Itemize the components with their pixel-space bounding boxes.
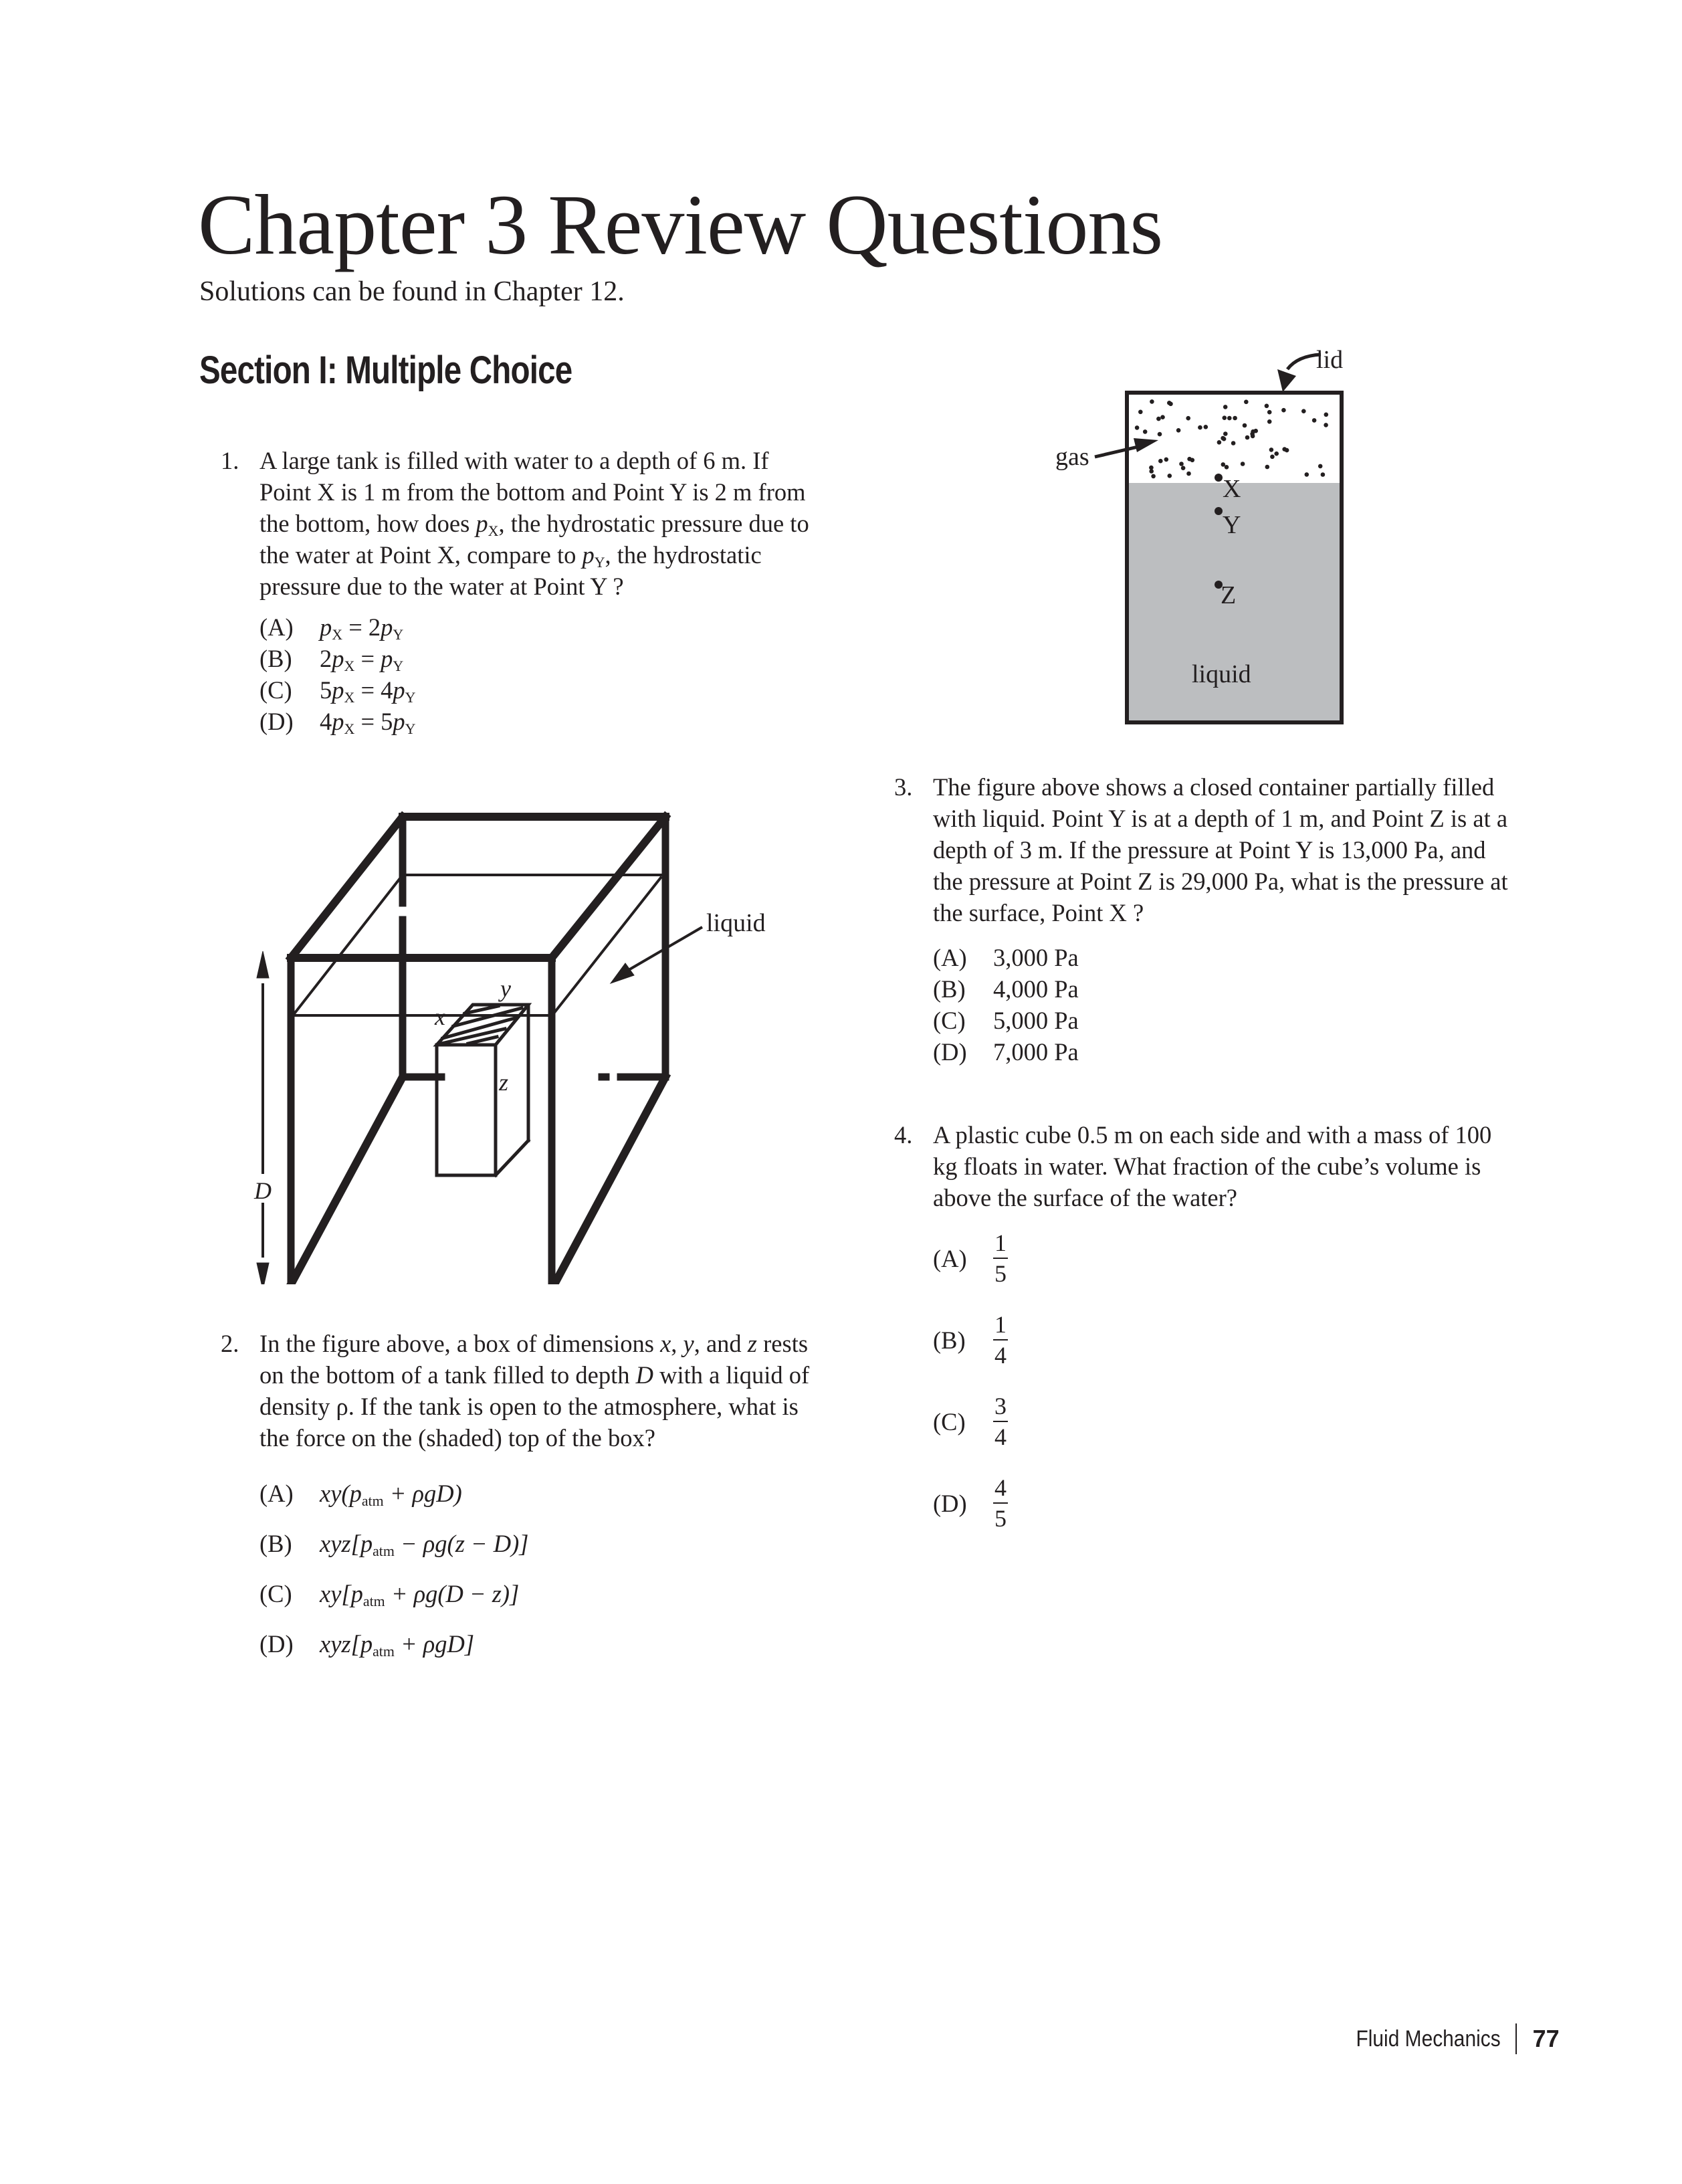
gas-particle xyxy=(1243,423,1247,428)
gas-particles xyxy=(1135,399,1328,478)
answer-choice-d[interactable]: (D) 7,000 Pa xyxy=(933,1038,1079,1066)
box-label-y: y xyxy=(500,975,511,1002)
gas-particle xyxy=(1158,432,1162,437)
fraction: $\frac{1}{5}$ xyxy=(994,1229,1007,1287)
answer-choices xyxy=(933,942,1516,1068)
point-y-marker xyxy=(1215,507,1223,515)
depth-label: D xyxy=(254,1177,272,1204)
chapter-title: Chapter 3 Review Questions xyxy=(198,177,1163,272)
gas-particle xyxy=(1324,423,1328,427)
answer-choice-b[interactable]: (B) $xyz[p_{atm} - \rho g(z - D)]$ xyxy=(259,1530,529,1559)
answer-choice-c[interactable]: (C) $5p_X = 4p_Y$ xyxy=(259,676,416,706)
gas-particle xyxy=(1158,459,1163,464)
tank-diagram xyxy=(241,803,809,1284)
tank-edge xyxy=(555,1077,665,1283)
gas-particle xyxy=(1318,464,1323,469)
arrow-down-icon xyxy=(257,1263,269,1284)
tank-edge xyxy=(291,1077,403,1284)
page-footer xyxy=(1336,2023,1560,2054)
gas-particle xyxy=(1305,472,1309,477)
question-2 xyxy=(221,1328,823,1669)
gas-particle xyxy=(1270,455,1275,460)
point-y-label: Y xyxy=(1223,511,1241,539)
point-x-marker xyxy=(1215,474,1223,482)
arrow-icon xyxy=(1134,438,1158,452)
answer-choice-a[interactable]: (A) $\frac{1}{5}$ xyxy=(933,1229,1007,1287)
liquid-label: liquid xyxy=(1192,660,1251,688)
gas-particle xyxy=(1267,410,1272,415)
footer-section-name: Fluid Mechanics xyxy=(1356,2025,1501,2052)
answer-choices xyxy=(259,611,823,737)
tank-edge xyxy=(552,817,665,958)
question-text: In the figure above, a box of dimensions x, y, and z rests on the bottom of a tank filled to depth D with a liquid of density ρ. If the tank is open to the atmosphere, what is the force on the (shaded) top of the box? xyxy=(259,1330,810,1452)
gas-particle xyxy=(1281,408,1286,413)
gas-particle xyxy=(1312,418,1317,423)
gas-particle xyxy=(1198,425,1202,430)
gas-particle xyxy=(1223,405,1228,409)
tank-edge xyxy=(291,817,403,958)
gas-particle xyxy=(1223,431,1228,436)
gas-particle xyxy=(1227,416,1232,421)
answer-choices xyxy=(933,1217,1516,1544)
question-number: 2. xyxy=(221,1330,239,1357)
gas-particle xyxy=(1149,469,1154,474)
gas-particle xyxy=(1181,466,1186,470)
lid-label: lid xyxy=(1316,346,1344,374)
gas-particle xyxy=(1186,472,1191,476)
arrow-icon xyxy=(1277,369,1296,392)
gas-particle xyxy=(1151,474,1156,479)
gas-particle xyxy=(1204,425,1208,429)
answer-choice-c[interactable]: (C) $xy[p_{atm} + \rho g(D - z)]$ xyxy=(259,1580,520,1609)
gas-particle xyxy=(1244,400,1249,405)
liquid-surface xyxy=(554,878,661,1013)
box-label-z: z xyxy=(499,1069,509,1096)
gas-particle xyxy=(1176,428,1181,433)
answer-choice-b[interactable]: (B) $2p_X = p_Y$ xyxy=(259,645,404,674)
gas-particle xyxy=(1187,457,1192,462)
gas-particle xyxy=(1156,417,1161,421)
point-z-label: Z xyxy=(1221,581,1237,609)
question-1 xyxy=(221,445,823,737)
fraction: $\frac{3}{4}$ xyxy=(994,1393,1007,1450)
gas-particle xyxy=(1253,429,1258,433)
arrow-icon xyxy=(611,963,634,983)
gas-particle xyxy=(1251,434,1255,439)
question-number: 3. xyxy=(894,773,913,801)
gas-particle xyxy=(1164,458,1169,462)
gas-particle xyxy=(1265,404,1269,409)
gas-particle xyxy=(1324,413,1329,417)
gas-particle xyxy=(1241,462,1245,466)
answer-choice-d[interactable]: (D) $xyz[p_{atm} + \rho gD]$ xyxy=(259,1630,475,1660)
gas-particle xyxy=(1167,401,1172,405)
gas-particle xyxy=(1301,409,1306,413)
submerged-box xyxy=(437,1045,496,1175)
section-heading: Section I: Multiple Choice xyxy=(199,349,572,392)
question-text: The figure above shows a closed container partially filled with liquid. Point Y is at a depth of 1 m, and Point Z is at a depth of 3 m. If the pressure at Point Y is 13,000 Pa, and the pressure at Point Z is 29,000 Pa, what is the pressure at the surface, Point X ? xyxy=(933,773,1508,926)
gas-particle xyxy=(1282,447,1287,452)
gas-particle xyxy=(1274,452,1279,456)
gas-particle xyxy=(1186,416,1190,421)
box-label-x: x xyxy=(435,1003,445,1030)
answer-choice-a[interactable]: (A) $xy(p_{atm} + \rho gD)$ xyxy=(259,1480,462,1509)
gas-particle xyxy=(1321,472,1326,477)
answer-choice-a[interactable]: (A) 3,000 Pa xyxy=(933,944,1079,971)
liquid-surface xyxy=(293,875,403,1015)
gas-particle xyxy=(1231,441,1236,445)
question-3 xyxy=(894,771,1516,1068)
gas-particle xyxy=(1150,399,1154,404)
arrow-up-icon xyxy=(257,951,269,978)
footer-divider xyxy=(1515,2023,1517,2054)
page-number: 77 xyxy=(1532,2025,1560,2052)
answer-choice-b[interactable]: (B) $\frac{1}{4}$ xyxy=(933,1311,1007,1369)
question-text: A plastic cube 0.5 m on each side and with a mass of 100 kg floats in water. What fraction of the cube’s volume is above the surface of the water? xyxy=(933,1121,1492,1211)
point-x-label: X xyxy=(1223,475,1241,503)
answer-choice-b[interactable]: (B) 4,000 Pa xyxy=(933,975,1079,1003)
gas-particle xyxy=(1168,474,1172,478)
gas-particle xyxy=(1135,425,1140,430)
liquid-label: liquid xyxy=(706,909,766,937)
gas-particle xyxy=(1233,416,1237,421)
gas-particle xyxy=(1269,448,1274,452)
gas-particle xyxy=(1143,429,1148,434)
gas-particle xyxy=(1245,435,1250,440)
gas-particle xyxy=(1138,410,1143,415)
gas-particle xyxy=(1267,419,1272,424)
answer-choice-d[interactable]: (D) $\frac{4}{5}$ xyxy=(933,1474,1007,1532)
gas-label: gas xyxy=(1055,443,1089,471)
gas-particle xyxy=(1221,436,1225,441)
gas-particle xyxy=(1265,465,1270,470)
gas-particle xyxy=(1217,440,1222,445)
answer-choice-c[interactable]: (C) 5,000 Pa xyxy=(933,1007,1079,1034)
answer-choice-a[interactable]: (A) $p_X = 2p_Y$ xyxy=(259,613,404,643)
question-number: 1. xyxy=(221,447,239,474)
chapter-subtitle: Solutions can be found in Chapter 12. xyxy=(199,276,625,307)
gas-particle xyxy=(1179,462,1184,466)
answer-choice-c[interactable]: (C) $\frac{3}{4}$ xyxy=(933,1393,1007,1450)
gas-particle xyxy=(1223,415,1227,420)
question-text: A large tank is filled with water to a depth of 6 m. If Point X is 1 m from the bottom and Point Y is 2 m from the bottom, how does $p_X$, the hydrostatic pressure due to the water at Point X, compare to $p_Y$, the hydrostatic pressure due to the water at Point Y ? xyxy=(259,447,809,600)
question-4 xyxy=(894,1119,1516,1544)
gas-particle xyxy=(1225,465,1229,470)
answer-choice-d[interactable]: (D) $4p_X = 5p_Y$ xyxy=(259,708,416,737)
fraction: $\frac{1}{4}$ xyxy=(994,1311,1007,1369)
answer-choices xyxy=(259,1468,823,1669)
hatch-lines xyxy=(441,1006,522,1044)
question-number: 4. xyxy=(894,1121,913,1149)
gas-particle xyxy=(1160,415,1165,419)
fraction: $\frac{4}{5}$ xyxy=(994,1474,1007,1532)
container-diagram xyxy=(1017,328,1418,729)
